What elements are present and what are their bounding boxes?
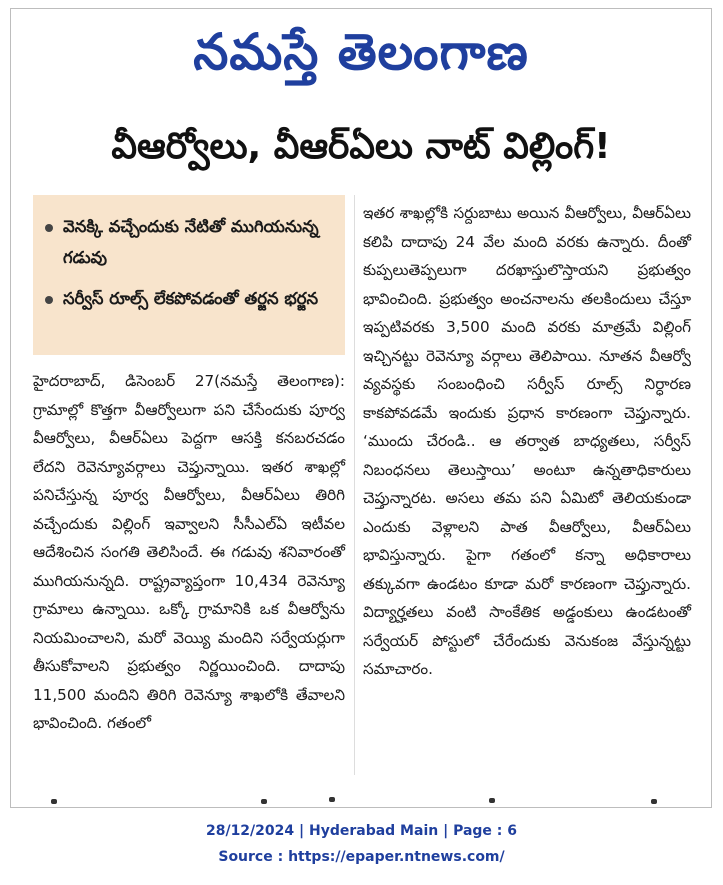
highlight-text: వెనక్కి వచ్చేందుకు నేటితో ముగియనున్న గడువు xyxy=(63,217,319,267)
bullet-icon xyxy=(45,296,53,304)
article-left-column: హైదరాబాద్, డిసెంబర్ 27(నమస్తే తెలంగాణ): గ్రామాల్లో కొత్తగా వీఆర్వోలుగా పని చేసేందుకు పూర్వ వీఆర్వోలు, వీఆర్ఏలు పెద్దగా ఆసక్తి కనబరచడం లేదని రెవెన్యూవర్గాలు చెప్తున్నాయి. ఇతర శాఖల్లో పనిచేస్తున్న పూర్వ వీఆర్వోలు, వీఆర్ఏలు తిరిగి వచ్చేందుకు విల్లింగ్ ఇవ్వాలని సీసీఎల్ఏ ఇటీవల ఆదేశించిన సంగతి తెలిసిందే. ఈ గడువు శనివారంతో ముగియనున్నది. రాష్ట్రవ్యాప్తంగా 10,434 రెవెన్యూ గ్రామాలు ఉన్నాయి. ఒక్కో గ్రామానికి ఒక వీఆర్వోను నియమించాలని, మరో వెయ్యి మందిని సర్వేయర్లుగా తీసుకోవాలని ప్రభుత్వం నిర్ణయించింది. దాదాపు 11,500 మందిని తిరిగి రెవెన్యూ శాఖలోకి తేవాలని భావించింది. గతంలో xyxy=(33,372,345,732)
cut-off-next-article xyxy=(11,797,711,808)
footer-source: Source : https://epaper.ntnews.com/ xyxy=(218,849,505,865)
cutoff-mark xyxy=(51,799,57,804)
column-divider xyxy=(354,195,355,775)
newspaper-clipping xyxy=(10,8,712,808)
footer-date-edition: 28/12/2024 | Hyderabad Main | Page : 6 xyxy=(205,823,518,839)
headline: వీఆర్వోలు, వీఆర్ఏలు నాట్ విల్లింగ్! xyxy=(111,126,611,167)
cutoff-mark xyxy=(329,797,335,802)
highlights-box xyxy=(33,195,345,355)
cutoff-mark xyxy=(651,799,657,804)
masthead-logo: నమస్తే తెలంగాణ xyxy=(193,22,529,81)
bullet-icon xyxy=(45,224,53,232)
highlight-item xyxy=(45,211,333,273)
cutoff-mark xyxy=(489,798,495,803)
cutoff-mark xyxy=(261,799,267,804)
highlight-text: సర్వీస్ రూల్స్ లేకపోవడంతో తర్జన భర్జన xyxy=(63,289,319,308)
article-right-column: ఇతర శాఖల్లోకి సర్దుబాటు అయిన వీఆర్వోలు, వీఆర్ఏలు కలిపి దాదాపు 24 వేల మంది వరకు ఉన్నారు. దీంతో కుప్పలుతెప్పలుగా దరఖాస్తులొస్తాయని ప్రభుత్వం భావించింది. ప్రభుత్వం అంచనాలను తలకిందులు చేస్తూ ఇప్పటివరకు 3,500 మంది వరకు మాత్రమే విల్లింగ్ ఇచ్చినట్టు రెవెన్యూ వర్గాలు తెలిపాయి. నూతన వీఆర్వో వ్యవస్థకు సంబంధించి సర్వీస్ రూల్స్ నిర్ధారణ కాకపోవడమే ఇందుకు ప్రధాన కారణంగా చెప్తున్నారు. ‘ముందు చేరండి.. ఆ తర్వాత బాధ్యతలు, సర్వీస్ నిబంధనలు తెలుస్తాయి’ అంటూ ఉన్నతాధికారులు చెప్తున్నారట. అసలు తమ పని ఏమిటో తెలియకుండా ఎందుకు వెళ్లాలని పాత వీఆర్వోలు, వీఆర్ఏలు భావిస్తున్నారు. పైగా గతంలో కన్నా అధికారాలు తక్కువగా ఉండటం కూడా మరో కారణంగా చెప్తున్నారు. విద్యార్హతలు వంటి సాంకేతిక అడ్డంకులు ఉండటంతో సర్వేయర్ పోస్టులో చేరేందుకు వెనుకంజ వేస్తున్నట్టు సమాచారం. xyxy=(363,204,691,678)
footer xyxy=(0,818,723,870)
highlight-item xyxy=(45,283,333,314)
